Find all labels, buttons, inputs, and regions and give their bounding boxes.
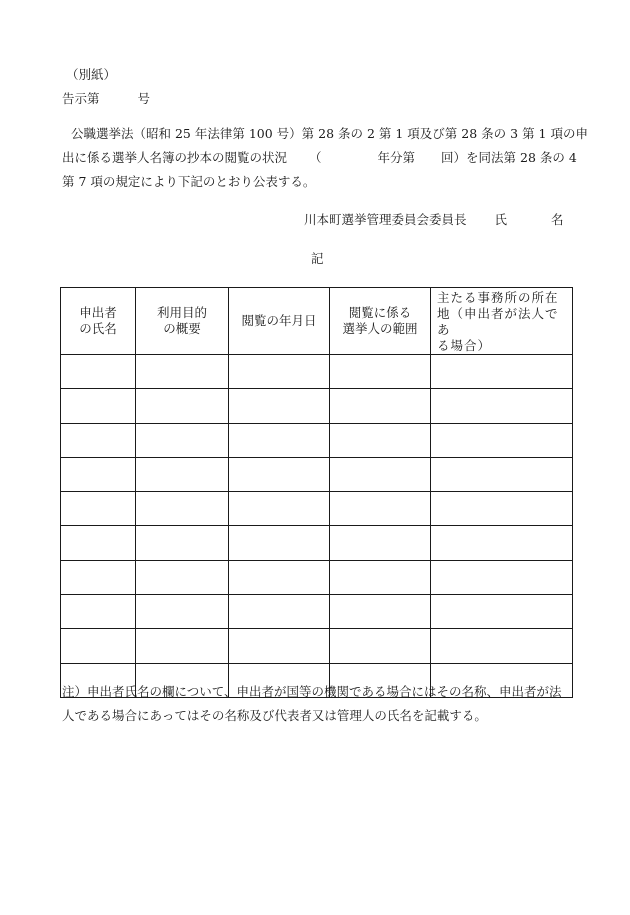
inspection-record-table <box>60 287 573 698</box>
table-cell <box>229 629 330 663</box>
header-voter-range: 閲覧に係る 選挙人の範囲 <box>330 288 431 355</box>
table-cell <box>431 595 573 629</box>
table-cell <box>61 423 136 457</box>
table-cell <box>136 595 229 629</box>
header-office-address: 主たる事務所の所在 地（申出者が法人であ る場合） <box>431 288 573 355</box>
header-purpose: 利用目的 の概要 <box>136 288 229 355</box>
table-cell <box>330 457 431 491</box>
table-cell <box>229 457 330 491</box>
table-cell <box>229 526 330 560</box>
header-applicant-name: 申出者 の氏名 <box>61 288 136 355</box>
table-cell <box>330 389 431 423</box>
table-cell <box>136 560 229 594</box>
note-line-2: 人である場合にあってはその名称及び代表者又は管理人の氏名を記載する。 <box>62 708 487 723</box>
table-cell <box>136 457 229 491</box>
table-cell <box>61 355 136 389</box>
body-line-1: 公職選挙法（昭和 25 年法律第 100 号）第 28 条の 2 第 1 項及び第 28 条の 3 第 1 項の申 <box>71 126 588 141</box>
table-cell <box>136 355 229 389</box>
table-cell <box>61 389 136 423</box>
table-cell <box>61 595 136 629</box>
signer-name-2: 名 <box>551 212 564 227</box>
table-cell <box>136 423 229 457</box>
table-cell <box>330 595 431 629</box>
table-cell <box>229 492 330 526</box>
table-cell <box>61 526 136 560</box>
table-cell <box>330 423 431 457</box>
table-row <box>61 389 573 423</box>
table-cell <box>136 526 229 560</box>
table-cell <box>431 355 573 389</box>
notice-suffix: 号 <box>137 91 151 106</box>
table-cell <box>229 423 330 457</box>
ki-label: 記 <box>311 251 324 266</box>
note-line-1: 注）申出者氏名の欄について、申出者が国等の機関である場合にはその名称、申出者が法 <box>62 684 562 699</box>
table-cell <box>136 629 229 663</box>
table-cell <box>330 560 431 594</box>
table-cell <box>61 457 136 491</box>
table-cell <box>61 492 136 526</box>
table-cell <box>229 595 330 629</box>
table-cell <box>330 355 431 389</box>
table-row <box>61 492 573 526</box>
table-cell <box>330 492 431 526</box>
body-line-2a: 出に係る選挙人名簿の抄本の閲覧の状況 <box>62 150 288 165</box>
table-row <box>61 423 573 457</box>
notice-prefix: 告示第 <box>62 91 100 106</box>
table-header-row <box>61 288 573 355</box>
signer-name-1: 氏 <box>494 212 508 227</box>
table-row <box>61 560 573 594</box>
table-row <box>61 457 573 491</box>
signer-line <box>304 212 564 228</box>
table-cell <box>330 629 431 663</box>
table-cell <box>61 560 136 594</box>
table-cell <box>431 492 573 526</box>
table-cell <box>330 526 431 560</box>
table-row <box>61 595 573 629</box>
table-body <box>61 355 573 698</box>
annex-label: （別紙） <box>66 67 117 82</box>
table-row <box>61 355 573 389</box>
table-cell <box>61 629 136 663</box>
table-cell <box>431 629 573 663</box>
table-cell <box>229 560 330 594</box>
body-line-2d: 回）を同法第 28 条の 4 <box>441 150 577 165</box>
table-cell <box>136 492 229 526</box>
header-date: 閲覧の年月日 <box>229 288 330 355</box>
table-cell <box>431 423 573 457</box>
body-line-2c: 年分第 <box>377 150 416 165</box>
body-line-3: 第 7 項の規定により下記のとおり公表する。 <box>62 174 316 189</box>
signer-title: 川本町選挙管理委員会委員長 <box>304 212 467 227</box>
table-cell <box>431 389 573 423</box>
table-row <box>61 526 573 560</box>
table-cell <box>229 389 330 423</box>
notice-number <box>62 91 150 107</box>
table-row <box>61 629 573 663</box>
table-cell <box>431 457 573 491</box>
table-cell <box>431 526 573 560</box>
table-cell <box>229 355 330 389</box>
body-line-2b: （ <box>309 150 322 165</box>
table-cell <box>136 389 229 423</box>
body-line-2 <box>62 150 577 166</box>
table-cell <box>431 560 573 594</box>
